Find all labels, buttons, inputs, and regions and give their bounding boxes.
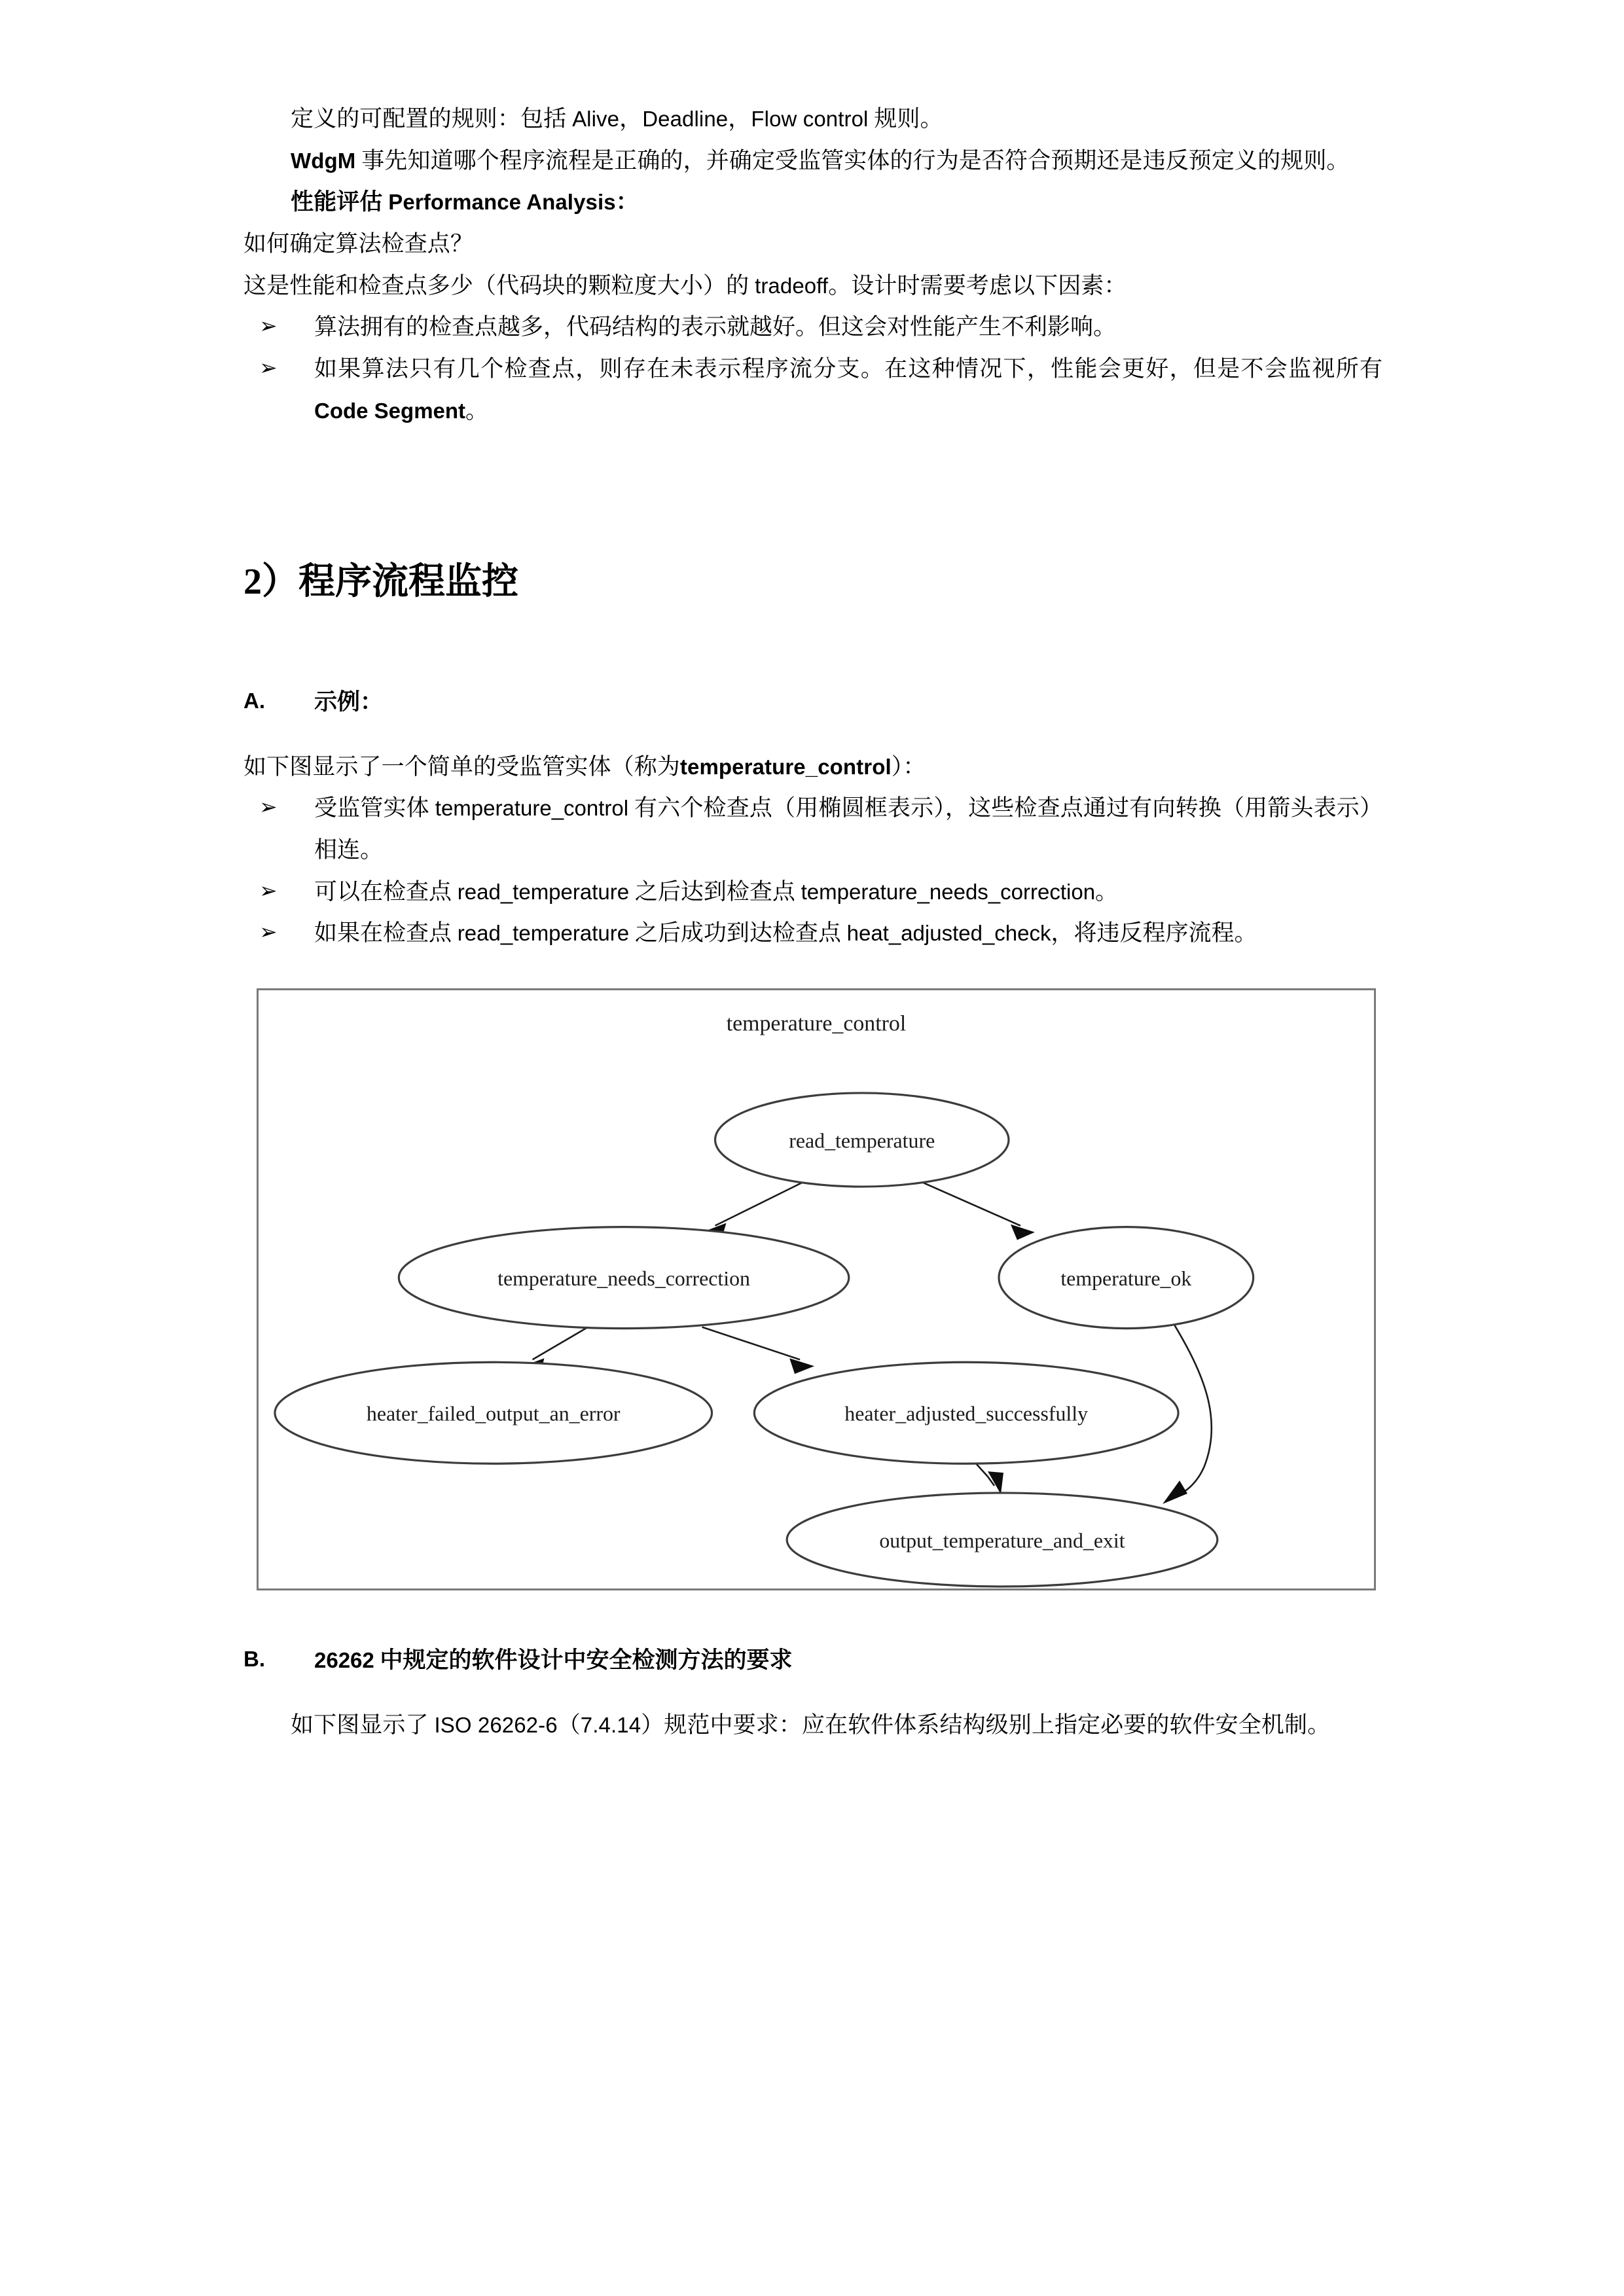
edge-heater-adjusted-to-output xyxy=(976,1463,1003,1494)
bullet-arrow-icon: ➢ xyxy=(259,877,278,903)
performance-question: 如何确定算法检查点？ xyxy=(244,231,474,257)
after-title-spacer xyxy=(244,607,1382,658)
iso-standard-term: ISO 26262-6 xyxy=(434,1712,558,1737)
after-figure-spacer xyxy=(244,1590,1382,1617)
list-item-post: ，将违反程序流程。 xyxy=(1051,920,1257,946)
performance-tradeoff-line xyxy=(244,265,1382,307)
node-label: output_temperature_and_exit xyxy=(879,1529,1125,1552)
page-title: 2）程序流程监控 xyxy=(244,561,518,602)
checkpoint-term: read_temperature xyxy=(457,879,630,904)
node-temperature-needs-correction[interactable] xyxy=(399,1227,849,1329)
list-item-text-post: 。 xyxy=(465,397,489,423)
top-spacer xyxy=(244,0,1382,98)
list-item xyxy=(244,348,1382,431)
item-b-standard-number: 26262 xyxy=(314,1648,374,1673)
performance-bullet-list xyxy=(244,306,1382,431)
item-b-heading xyxy=(244,1640,1382,1681)
item-a-heading xyxy=(244,681,1382,723)
intro-line-2 xyxy=(244,140,1382,182)
list-item-text-pre: 如果算法只有几个检查点，则存在未表示程序流分支。在这种情况下，性能会更好，但是不会监视所有 xyxy=(314,356,1382,382)
item-b-letter: B. xyxy=(244,1647,265,1672)
list-item-mid: 之后成功到达检查点 xyxy=(629,920,847,946)
list-item xyxy=(244,871,1382,913)
performance-heading xyxy=(244,181,1382,223)
performance-heading-cn: 性能评估 xyxy=(291,189,389,215)
edge-needs-correction-to-heater-adjusted xyxy=(702,1327,814,1374)
list-item xyxy=(244,912,1382,954)
item-a-lead-pre: 如下图显示了一个简单的受监管实体（称为 xyxy=(244,753,680,780)
list-item-pre: 受监管实体 xyxy=(314,795,435,821)
tradeoff-pre: 这是性能和检查点多少（代码块的颗粒度大小）的 xyxy=(244,272,755,298)
before-figure-spacer xyxy=(244,954,1382,988)
rule-alive: Alive xyxy=(572,107,620,131)
list-item xyxy=(244,787,1382,870)
edge-read-to-needs-correction xyxy=(702,1179,810,1238)
temperature-control-term: temperature_control xyxy=(679,754,892,779)
bullet-arrow-icon: ➢ xyxy=(259,355,278,381)
list-item-text: 算法拥有的检查点越多，代码结构的表示就越好。但这会对性能产生不利影响。 xyxy=(314,314,1117,340)
checkpoint-term-2: heat_adjusted_check xyxy=(846,921,1051,946)
list-item-post: 有六个检查点（用椭圆框表示），这些检查点通过有向转换（用箭头表示）相连。 xyxy=(314,795,1382,863)
intro-line-1 xyxy=(244,98,1382,140)
wdgm-term: WdgM xyxy=(291,148,356,173)
list-item-pre: 如果在检查点 xyxy=(314,920,458,946)
node-label: read_temperature xyxy=(789,1129,935,1153)
checkpoint-term: read_temperature xyxy=(457,921,630,946)
tradeoff-term: tradeoff xyxy=(755,273,829,298)
graph-title: temperature_control xyxy=(726,1011,907,1036)
intro-sep-2: ， xyxy=(728,106,751,132)
rule-flow-control: Flow control xyxy=(751,107,869,131)
performance-heading-en: Performance Analysis xyxy=(388,190,616,215)
intro-line-1-post: 规则。 xyxy=(868,106,943,132)
iso-clause-term: 7.4.14 xyxy=(580,1712,641,1737)
node-label: heater_failed_output_an_error xyxy=(366,1402,621,1426)
bullet-arrow-icon: ➢ xyxy=(259,313,278,339)
item-b-paren-close: ） xyxy=(641,1712,664,1738)
node-output-temperature-and-exit[interactable] xyxy=(787,1493,1218,1587)
item-a-bullet-list xyxy=(244,787,1382,954)
node-heater-adjusted-successfully[interactable] xyxy=(754,1362,1178,1463)
node-label: temperature_needs_correction xyxy=(497,1267,750,1291)
intro-line-1-pre: 定义的可配置的规则：包括 xyxy=(291,106,573,132)
rule-deadline: Deadline xyxy=(642,107,729,131)
item-a-title: 示例： xyxy=(314,689,384,715)
node-label: heater_adjusted_successfully xyxy=(844,1402,1089,1426)
bullet-arrow-icon: ➢ xyxy=(259,794,278,820)
list-item-mid: 之后达到检查点 xyxy=(629,878,801,905)
item-b-paren-open: （ xyxy=(557,1712,581,1738)
item-a-letter: A. xyxy=(244,688,265,713)
performance-heading-colon: ： xyxy=(615,189,639,215)
graph-nodes xyxy=(275,1093,1254,1587)
item-a-lead xyxy=(244,746,1382,788)
node-label: temperature_ok xyxy=(1060,1267,1192,1291)
list-item-post: 。 xyxy=(1095,878,1119,905)
item-b-body-pre: 如下图显示了 xyxy=(291,1712,435,1738)
edge-read-to-temperature-ok xyxy=(917,1180,1034,1240)
node-read-temperature[interactable] xyxy=(715,1093,1009,1187)
list-item xyxy=(244,306,1382,348)
graph-svg xyxy=(259,990,1374,1588)
item-b-body-post: 规范中要求：应在软件体系结构级别上指定必要的软件安全机制。 xyxy=(664,1712,1331,1738)
page-content xyxy=(244,0,1382,1746)
bullet-arrow-icon: ➢ xyxy=(259,919,278,945)
code-segment-term: Code Segment xyxy=(314,398,466,423)
intro-line-2-text: 事先知道哪个程序流程是正确的，并确定受监管实体的行为是否符合预期还是违反预定义的规则。 xyxy=(355,147,1350,173)
list-item-pre: 可以在检查点 xyxy=(314,878,458,905)
node-heater-failed-output-an-error[interactable] xyxy=(275,1362,712,1463)
tradeoff-post: 。设计时需要考虑以下因素： xyxy=(828,272,1127,298)
checkpoint-term: temperature_control xyxy=(435,796,629,821)
checkpoint-term-2: temperature_needs_correction xyxy=(801,879,1096,904)
section-gap-spacer xyxy=(244,432,1382,556)
item-a-lead-post: ）： xyxy=(891,753,926,780)
item-b-title: 中规定的软件设计中安全检测方法的要求 xyxy=(374,1647,793,1674)
intro-sep-1: ， xyxy=(619,106,643,132)
temperature-control-figure xyxy=(257,988,1376,1590)
item-b-body xyxy=(244,1704,1382,1746)
node-temperature-ok[interactable] xyxy=(999,1227,1254,1329)
